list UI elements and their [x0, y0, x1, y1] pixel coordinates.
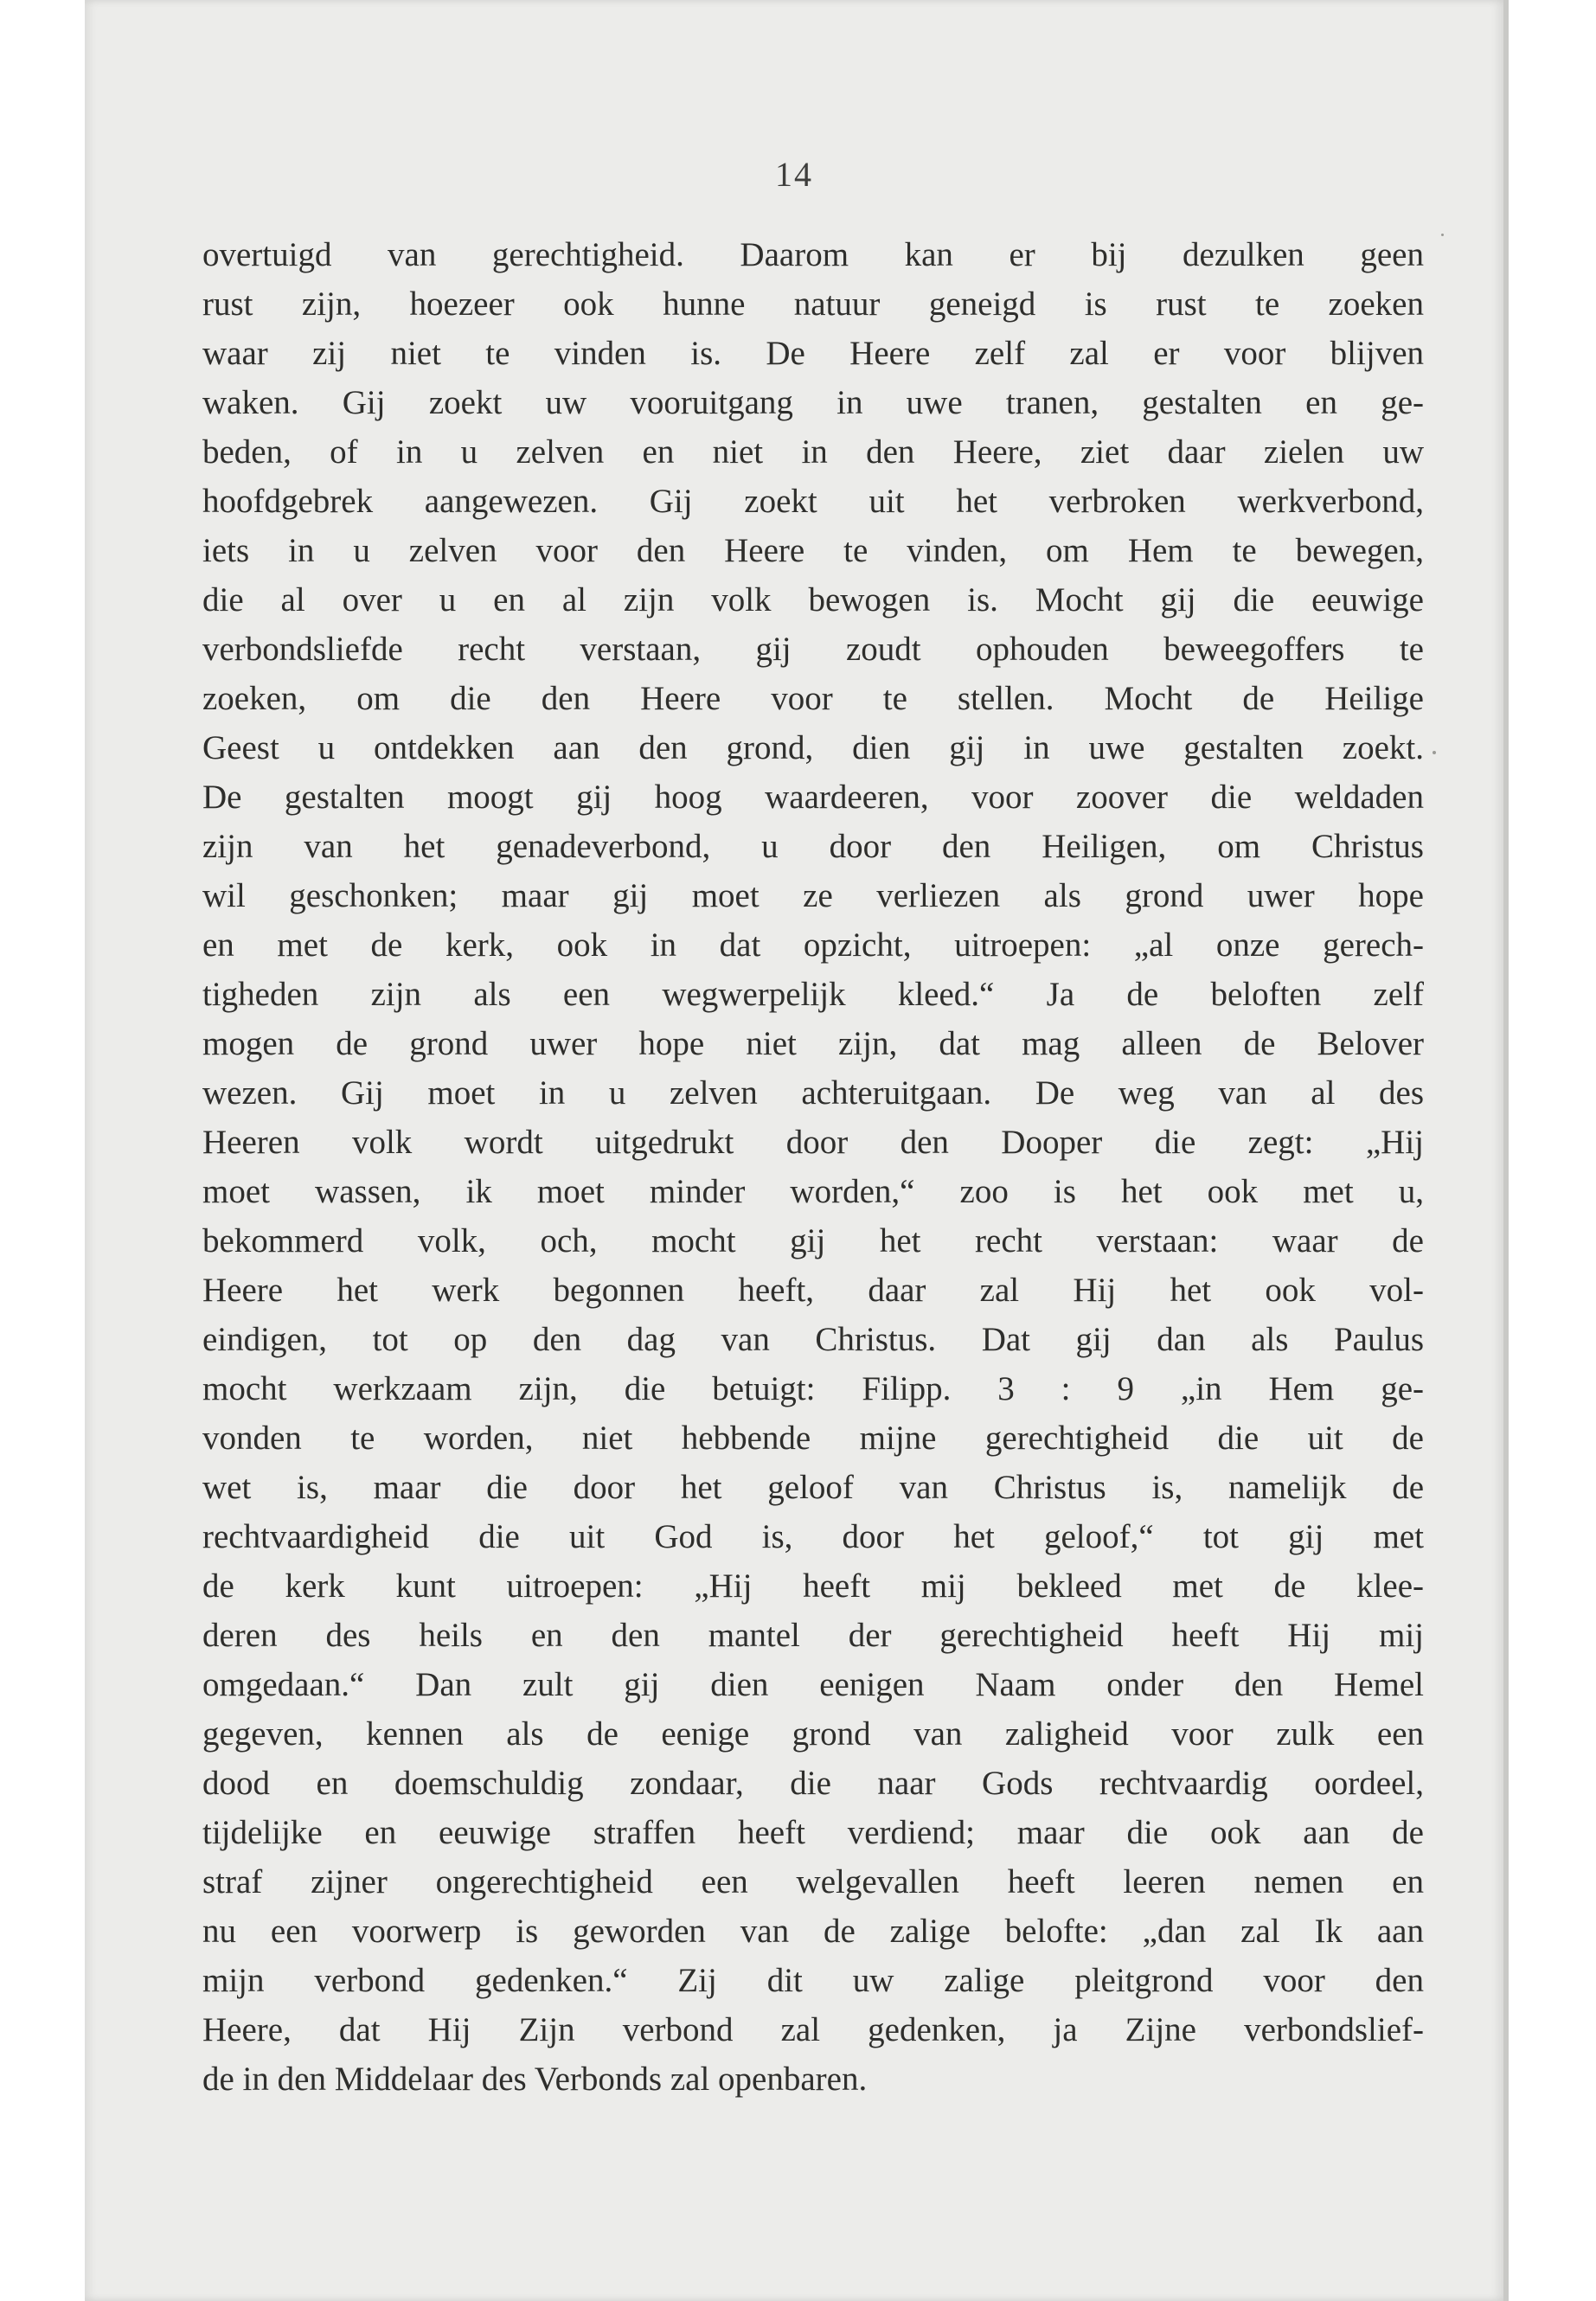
- text-line: nu een voorwerp is geworden van de zalige belofte: „dan zal Ik aan: [202, 1913, 1424, 1950]
- text-line: wet is, maar die door het geloof van Christus is, namelijk de: [202, 1469, 1424, 1506]
- text-line: wil geschonken; maar gij moet ze verliezen als grond uwer hope: [202, 877, 1424, 914]
- text-line: mocht werkzaam zijn, die betuigt: Filipp. 3 : 9 „in Hem ge-: [202, 1370, 1424, 1407]
- text-line: de in den Middelaar des Verbonds zal openbaren.: [202, 2061, 868, 2098]
- text-line: en met de kerk, ook in dat opzicht, uitroepen: „al onze gerech-: [202, 926, 1424, 964]
- text-line: gegeven, kennen als de eenige grond van zaligheid voor zulk een: [202, 1715, 1424, 1753]
- text-line: wezen. Gij moet in u zelven achteruitgaan. De weg van al des: [202, 1074, 1424, 1112]
- text-line: beden, of in u zelven en niet in den Heere, ziet daar zielen uw: [202, 433, 1424, 471]
- scan-margin-left: [0, 0, 85, 2301]
- text-line: rust zijn, hoezeer ook hunne natuur geneigd is rust te zoeken: [202, 285, 1424, 323]
- paper-speck: [1433, 751, 1436, 754]
- text-line: eindigen, tot op den dag van Christus. Dat gij dan als Paulus: [202, 1321, 1424, 1358]
- text-line: bekommerd volk, och, mocht gij het recht verstaan: waar de: [202, 1222, 1424, 1259]
- text-line: mijn verbond gedenken.“ Zij dit uw zalige pleitgrond voor den: [202, 1962, 1424, 1999]
- text-line: straf zijner ongerechtigheid een welgevallen heeft leeren nemen en: [202, 1863, 1424, 1900]
- text-line: verbondsliefde recht verstaan, gij zoudt ophouden beweegoffers te: [202, 631, 1424, 668]
- text-line: Heere het werk begonnen heeft, daar zal Hij het ook vol-: [202, 1272, 1424, 1309]
- scan-margin-right: [1509, 0, 1596, 2301]
- text-line: mogen de grond uwer hope niet zijn, dat mag alleen de Belover: [202, 1025, 1424, 1062]
- text-line: die al over u en al zijn volk bewogen is. Mocht gij die eeuwige: [202, 581, 1424, 619]
- page-number: 14: [775, 155, 813, 194]
- text-line: de kerk kunt uitroepen: „Hij heeft mij bekleed met de klee-: [202, 1567, 1424, 1605]
- text-line: hoofdgebrek aangewezen. Gij zoekt uit het verbroken werkverbond,: [202, 483, 1424, 520]
- body-text: [202, 230, 1424, 2104]
- text-line: tigheden zijn als een wegwerpelijk kleed.“ Ja de beloften zelf: [202, 976, 1424, 1013]
- text-line: Heere, dat Hij Zijn verbond zal gedenken, ja Zijne verbondslief-: [202, 2011, 1424, 2048]
- text-line: zijn van het genadeverbond, u door den Heiligen, om Christus: [202, 828, 1424, 865]
- text-line: moet wassen, ik moet minder worden,“ zoo is het ook met u,: [202, 1173, 1424, 1210]
- book-page: [85, 0, 1503, 2301]
- paper-speck: [1441, 234, 1444, 236]
- text-line: omgedaan.“ Dan zult gij dien eenigen Naam onder den Hemel: [202, 1666, 1424, 1703]
- text-line: zoeken, om die den Heere voor te stellen. Mocht de Heilige: [202, 680, 1424, 717]
- text-line: waar zij niet te vinden is. De Heere zelf zal er voor blijven: [202, 335, 1424, 372]
- text-line: tijdelijke en eeuwige straffen heeft verdiend; maar die ook aan de: [202, 1814, 1424, 1851]
- text-line: overtuigd van gerechtigheid. Daarom kan er bij dezulken geen: [202, 236, 1424, 273]
- text-line: Geest u ontdekken aan den grond, dien gij in uwe gestalten zoekt.: [202, 729, 1424, 766]
- text-line: vonden te worden, niet hebbende mijne gerechtigheid die uit de: [202, 1420, 1424, 1457]
- text-line: deren des heils en den mantel der gerechtigheid heeft Hij mij: [202, 1617, 1424, 1654]
- text-line: rechtvaardigheid die uit God is, door het geloof,“ tot gij met: [202, 1518, 1424, 1555]
- text-line: dood en doemschuldig zondaar, die naar Gods rechtvaardig oordeel,: [202, 1765, 1424, 1802]
- text-line: Heeren volk wordt uitgedrukt door den Dooper die zegt: „Hij: [202, 1124, 1424, 1161]
- text-line: iets in u zelven voor den Heere te vinden, om Hem te bewegen,: [202, 532, 1424, 569]
- text-line: waken. Gij zoekt uw vooruitgang in uwe tranen, gestalten en ge-: [202, 384, 1424, 421]
- text-line: De gestalten moogt gij hoog waardeeren, voor zoover die weldaden: [202, 779, 1424, 816]
